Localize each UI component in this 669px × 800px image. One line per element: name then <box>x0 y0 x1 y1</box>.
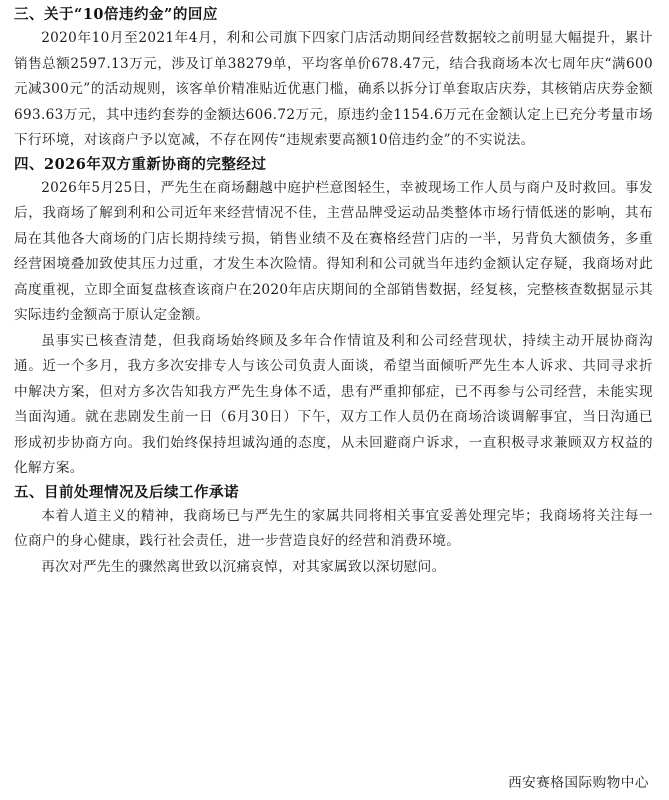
paragraph-sales-data: 2020年10月至2021年4月，利和公司旗下四家门店活动期间经营数据较之前明显大幅提升，累计销售总额2597.13万元，涉及订单38279单，平均客单价678.47元，结合我商场本次七周年庆“满600元减300元”的活动规则，该客单价精准贴近优惠门槛，确系以拆分订单套取店庆券，其核销店庆券金额693.63万元，其中违约套券的金额达606.72万元，原违约金1154.6万元在金额认定上已充分考量市场下行环境，对该商户予以宽减，不存在网传“违规索要高额10倍违约金”的不实说法。 <box>14 30 653 148</box>
paragraph-negotiation-process: 虽事实已核查清楚，但我商场始终顾及多年合作情谊及利和公司经营现状，持续主动开展协商沟通。近一个多月，我方多次安排专人与该公司负责人面谈，希望当面倾听严先生本人诉求、共同寻求折中解决方案，但对方多次告知我方严先生身体不适，患有严重抑郁症，已不再参与公司经营，未能实现当面沟通。就在悲剧发生前一日（6月30日）下午，双方工作人员仍在商场洽谈调解事宜，当日沟通已形成初步协商方向。我们始终保持坦诚沟通的态度，从未回避商户诉求，一直积极寻求兼顾双方权益的化解方案。 <box>14 332 653 476</box>
paragraph-humanitarian-handling: 本着人道主义的精神，我商场已与严先生的家属共同将相关事宜妥善处理完毕；我商场将关注每一位商户的身心健康，践行社会责任，进一步营造良好的经营和消费环境。 <box>14 507 653 549</box>
section-heading-10x-penalty-response: 三、关于“10倍违约金”的回应 <box>14 6 218 23</box>
section-heading-2026-renegotiation: 四、2026年双方重新协商的完整经过 <box>14 155 267 173</box>
signature: 西安赛格国际购物中心 <box>508 775 649 791</box>
paragraph-incident-may-25: 2026年5月25日，严先生在商场翻越中庭护栏意图轻生，幸被现场工作人员与商户及时救回。事发后，我商场了解到利和公司近年来经营情况不佳，主营品牌受运动品类整体市场行情低迷的影响，其布局在其他各大商场的门店长期持续亏损，销售业绩不及在赛格经营门店的一半，另背负大额债务，多重经营困境叠加致使其压力过重，才发生本次险情。得知利和公司就当年违约金额认定存疑，我商场对此高度重视，立即全面复盘核查该商户在2020年店庆期间的全部销售数据，经复核，完整核查数据显示其实际违约金额高于原认定金额。 <box>14 179 653 323</box>
paragraph-condolences: 再次对严先生的骤然离世致以沉痛哀悼，对其家属致以深切慰问。 <box>41 558 446 575</box>
section-heading-current-handling: 五、目前处理情况及后续工作承诺 <box>14 483 239 501</box>
